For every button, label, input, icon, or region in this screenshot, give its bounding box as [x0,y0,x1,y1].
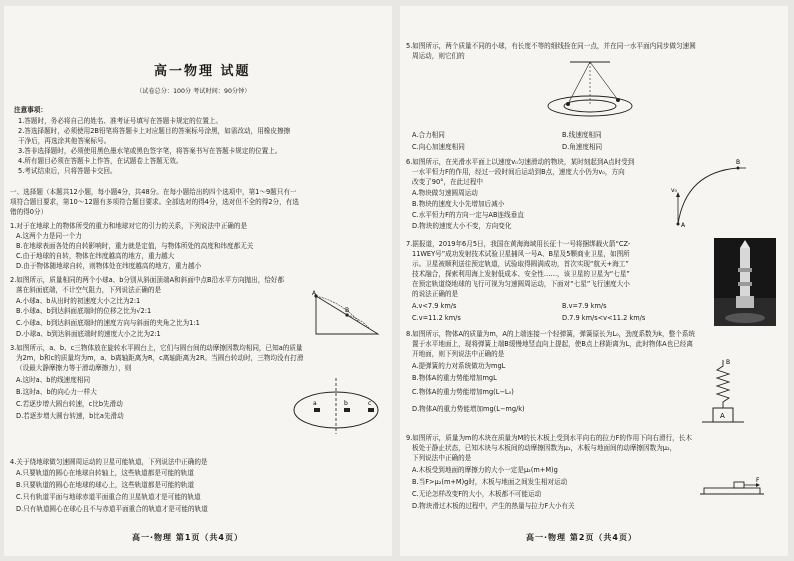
right-page [400,6,788,556]
exam-subtitle: （试卷总分：100分 考试时间：90分钟） [136,88,251,95]
option-line: D.7.9 km/s<v<11.2 km/s [562,314,646,322]
option-line: B.线速度相同 [562,131,602,139]
option-line: C.若逐步增大圆台转速，c比b先滑动 [16,400,123,408]
option-line: B.小球a、b到达斜面底端时的位移之比为√2:1 [16,307,152,315]
option-line: D.物块的速度大小不变，方向变化 [412,222,512,230]
label-A: A [720,412,725,420]
turntable-diagram [290,376,382,436]
option-line: A.木板受到地面的摩擦力的大小一定是μ₂(m+M)g [412,466,558,474]
question-line: 在预定轨道绕地球的飞行可视为匀速圆周运动，下面对“七星”飞行速度大小 [412,280,630,288]
option-line: C.无论怎样改变F的大小，木板都不可能运动 [412,490,542,498]
option-line: A.提弹簧的力对系统做功为mgL [412,362,506,370]
question-3-stem: 3.如图所示，a、b、c三物体放在旋转水平圆台上，它们与圆台间的动摩擦因数均相同，已知a的质量 [10,344,303,352]
option-line: C.由于地球的自转，物体在纬度越高的地方，重力越大 [16,252,175,260]
label-A: A [312,290,317,297]
option-line: D.小球a、b到达斜面底端时的速度大小之比为2:1 [16,330,161,338]
note-line: 1.答题时，务必将自己的姓名、准考证号填写在答题卡规定的位置上。 [18,117,223,125]
section-heading: 一、选择题（本题共12小题，每小题4分，共48分。在每小题给出的四个选项中，第1～9题只有一 [10,188,297,196]
question-line: （设最大静摩擦力等于滑动摩擦力），则 [16,364,132,372]
option-line: A.只要轨道的圆心在地球自转轴上，这些轨道都是可能的轨道 [16,469,194,477]
label-B: B [726,359,731,366]
option-line: C.物体A的重力势能增加mg(L−L₀) [412,388,514,396]
option-line: B.只要轨道的圆心在地球的球心上，这些轨道都是可能的轨道 [16,481,195,489]
question-1-stem: 1.对于在地球上的物体所受的重力和地球对它的引力的关系，下列说法中正确的是 [10,222,248,230]
option-line: D.物块滑过木板的过程中，产生的热量与拉力F大小有关 [412,502,575,510]
question-line: 11WEY号”成功发射技术试验卫星捕风一号A、B星及5颗商业卫星，如图所 [412,250,630,258]
option-line: A.这两个力是同一个力 [16,232,82,240]
question-2-stem: 2.如图所示，质量相同的两个小球a、b分别从斜面顶端A和斜面中点B沿水平方向抛出，恰好都 [10,276,285,284]
option-line: A.小球a、b从出时的初速度大小之比为2:1 [16,297,141,305]
question-line: 板处于静止状态，已知木块与木板间的动摩擦因数为μ₁，木板与地面间的动摩擦因数为μ₂， [412,444,677,452]
option-line: D.物体A的重力势能增加mg(L−mg/k) [412,405,525,413]
option-line: B.物体A的重力势能增加mgL [412,374,497,382]
question-line: 为2m，b和c的质量均为m，a、b离轴距离为R，c离轴距离为2R。当圆台转动时，三物均没有打滑 [16,354,304,362]
option-line: C.水平恒力F的方向一定与AB连线垂直 [412,211,524,219]
question-5-stem: 5.如图所示，两个质量不同的小球，有长度不等的细线拴在同一点，并在同一水平面内同步做匀速圆 [406,42,696,50]
question-7-stem: 7.据报道，2019年6月5日，我国在黄海海域用长征十一号将捆绑载火箭“CZ- [406,240,631,248]
note-line: 5.考试结束后，只将答题卡交回。 [18,167,117,175]
page-footer: 高一·物理 第1页（共4页） [132,533,243,542]
option-line: A.物块做匀速圆周运动 [412,189,478,197]
question-line: 一水平恒力F的作用，经过一段时间后运动到B点，速度大小仍为v₀，方向 [412,168,625,176]
option-line: C.小球a、b到达斜面底端时的速度方向与斜面的夹角之比为1:1 [16,319,200,327]
label-v0: v₀ [671,187,677,194]
question-line: 示。卫星被顺利送往预定轨道，试验取得圆满成功，首次实现“航天+海工” [412,260,629,268]
option-line: B.v=7.9 km/s [562,302,607,310]
section-heading: 项符合题目要求，第10～12题有多项符合题目要求。全部选对的得4分，选对但不全的得2分，有选 [10,198,299,206]
question-line: 的说法正确的是 [412,290,459,298]
option-line: B.这时a、b的向心力一样大 [16,388,97,396]
option-line: B.物块的速度大小先增加后减小 [412,200,505,208]
note-line: 干净后，再选涂其他答案标号。 [18,137,111,145]
option-line: A.合力相同 [412,131,445,139]
question-4-stem: 4.关于绕地球做匀速圆周运动的卫星可能轨道，下列说法中正确的是 [10,458,208,466]
section-heading: 错的得0分） [10,208,48,216]
note-line: 4.所有题目必须在答题卡上作答，在试题卷上答题无效。 [18,157,183,165]
note-line: 2.答选择题时，必须使用2B铅笔将答题卡上对应题目的答案标号涂黑，如需改动，用橡皮擦擦 [18,127,291,135]
question-line: 落在斜面底端，不计空气阻力，下列说法正确的是 [16,286,162,294]
rocket-photo [714,238,776,326]
option-line: C.向心加速度相同 [412,143,465,151]
label-c: c [368,400,372,407]
option-line: C.v=11.2 km/s [412,314,461,322]
incline-diagram [312,290,382,338]
label-b: b [344,400,348,407]
option-line: C.只有轨道平面与地球赤道平面重合的卫星轨道才是可能的轨道 [16,493,201,501]
question-9-stem: 9.如图所示，质量为m的木块在质量为M的长木板上受到水平向右的拉力F的作用下向右滑行，长木 [406,434,692,442]
option-line: B.当F>μ₂(m+M)g时，木板与地面之间发生相对运动 [412,478,568,486]
option-line: A.v<7.9 km/s [412,302,457,310]
option-line: B.在地球表面各处的自转影响时，重力就是定值，与物体所处的高度和纬度都无关 [16,242,254,250]
block-board-diagram [700,476,766,500]
label-F: F [756,477,760,484]
question-6-stem: 6.如图所示，在光滑水平面上以速度v₀匀速滑动的物块，某时刻起到A点时受到 [406,158,635,166]
question-line: 改变了90°，在此过程中 [412,178,484,186]
notes-title: 注意事项： [14,106,47,114]
spring-diagram [698,358,748,430]
label-A: A [681,222,686,228]
option-line: A.这时a、b的线速度相同 [16,376,91,384]
option-line: D.只有轨道圆心在球心且不与赤道平面重合的轨道才是可能的轨道 [16,505,208,513]
trajectory-diagram [670,158,750,228]
option-line: D.由于物体随地球自转，则物体处在纬度越高的地方，重力越小 [16,262,202,270]
page-footer: 高一·物理 第2页（共4页） [526,533,637,542]
question-line: 置于水平地面上，现将弹簧上端B缓慢地竖直向上提起，使B点上移距离为L，此时物体A也已经离 [412,340,693,348]
question-line: 技术融合，探索利用海上发射低成本、安全性……，该卫星的卫星为“七星” [412,270,630,278]
page-title: 高一物理 试题 [154,64,251,79]
question-line: 开地面，则下列说法中正确的是 [412,350,505,358]
label-B: B [736,159,741,166]
label-a: a [313,400,317,407]
label-B: B [345,307,350,314]
question-line: 下列说法中正确的是 [412,454,472,462]
option-line: D.若逐步增大圆台转速，b比a先滑动 [16,412,124,420]
conical-pendulum-diagram [540,60,640,122]
question-8-stem: 8.如图所示，物体A的质量为m，A的上端连接一个轻弹簧，弹簧原长为L₀，劲度系数为k，整个系统 [406,330,696,338]
option-line: D.角速度相同 [562,143,603,151]
left-page [4,6,392,556]
note-line: 3.答非选择题时，必须使用黑色墨水笔或黑色签字笔，将答案书写在答题卡规定的位置上。 [18,147,282,155]
question-line: 周运动，则它们的 [412,52,465,60]
